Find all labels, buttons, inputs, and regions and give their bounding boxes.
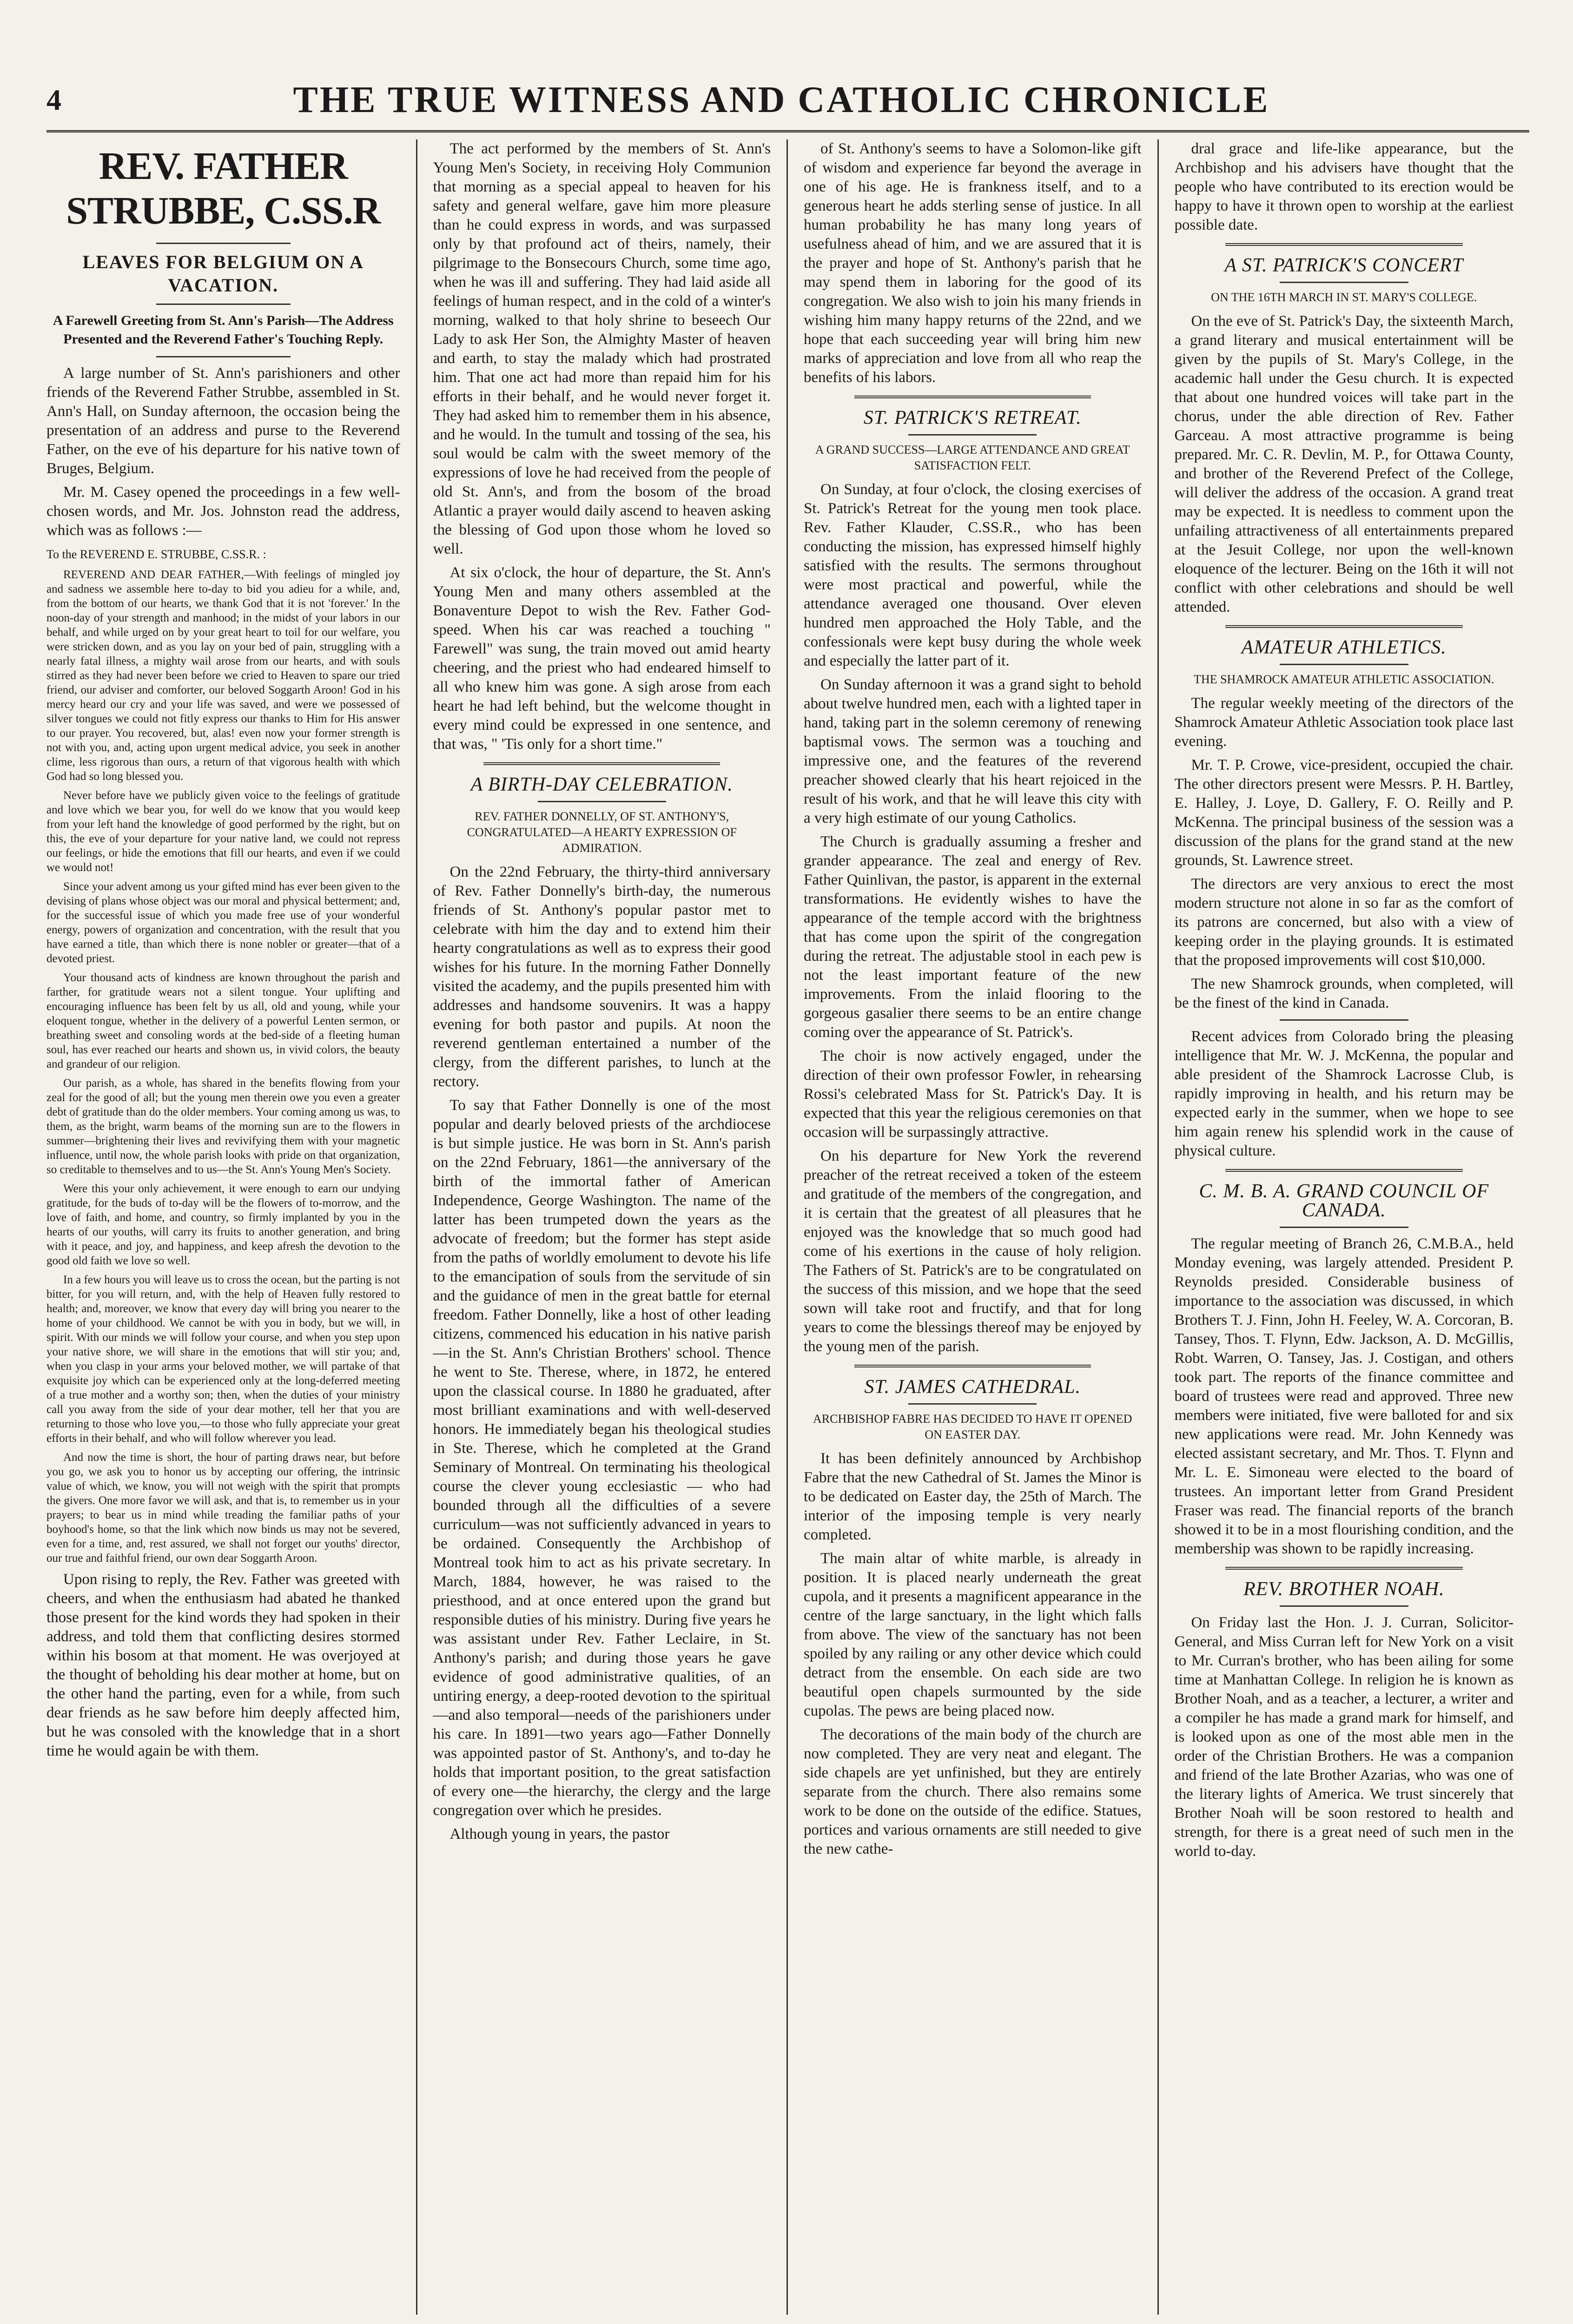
- article-paragraph: Although young in years, the pastor: [449, 1826, 670, 1842]
- section-heading-noah: REV. BROTHER NOAH.: [1243, 1578, 1445, 1600]
- article-paragraph: The main altar of white marble, is already in position. It is placed nearly underneath the great cupola, and it presents a magnificent appearance in the centre of the large sanctuary, in the light which falls from above. The view of the sanctuary has not been spoiled by any railing or any other device which could detract from the ensemble. On each side are two beautiful open chapels surmounted by the side cupolas. The pews are being placed now.: [804, 1550, 1142, 1719]
- headline-strubbe: REV. FATHER STRUBBE, C.SS.R: [66, 145, 381, 232]
- article-paragraph: It has been definitely announced by Archbishop Fabre that the new Cathedral of St. James the Minor is to be dedicated on Easter day, the 25th of March. The interior of the imposing temple is very nearly completed.: [804, 1450, 1142, 1543]
- section-heading-retreat: ST. PATRICK'S RETREAT.: [863, 407, 1082, 429]
- newspaper-title: THE TRUE WITNESS AND CATHOLIC CHRONICLE: [293, 79, 1270, 120]
- column-1: [46, 139, 417, 2315]
- address-paragraph: And now the time is short, the hour of parting draws near, but before you go, we ask you to honor us by accepting our offering, the intrinsic value of which, we know, you will not weigh with the spirit that prompts the givers. One more favor we will ask, and that is, to remember us in your prayers; to bear us in mind while treading the familiar paths of your boyhood's home, so that the link which now binds us may not be severed, even for a time, and, rest assured, we shall not forget our youths' director, our true and faithful friend, our own dear Soggarth Aroon.: [46, 1451, 400, 1565]
- section-heading-concert: A ST. PATRICK'S CONCERT: [1224, 255, 1464, 276]
- column-4: [1159, 139, 1530, 2315]
- section-heading-birthday: A BIRTH-DAY CELEBRATION.: [470, 774, 733, 795]
- section-heading-cathedral: ST. JAMES CATHEDRAL.: [864, 1376, 1081, 1398]
- column-3: [788, 139, 1159, 2315]
- column-2: [417, 139, 788, 2315]
- address-paragraph: Never before have we publicly given voice to the feelings of gratitude and love which we bear you, for well do we know that you would keep from your left hand the knowledge of good performed by the right, but on this, the eve of your departure for your native land, we could not repress our feelings, or hide the emotions that fill our hearts, and even if we could we would not!: [46, 789, 400, 874]
- article-paragraph: A large number of St. Ann's parishioners and other friends of the Reverend Father Strubbe, assembled in St. Ann's Hall, on Sunday afternoon, the occasion being the presentation of an address and purse to the Reverend Father, on the eve of his departure for his native town of Bruges, Belgium.: [46, 365, 400, 477]
- article-paragraph: The act performed by the members of St. Ann's Young Men's Society, in receiving Holy Communion that morning as a special appeal to heaven for his safety and general welfare, gave him more pleasure than he could express in words, and was surpassed only by that profound act of theirs, namely, their pilgrimage to the Bonsecours Church, some time ago, when he was ill and suffering. They had laid aside all feelings of human respect, and in the cold of a winter's morning, walked to that holy shrine to beseech Our Lady to ask Her Son, the Almighty Master of heaven and earth, to stay the malady which had prostrated him. That one act had more than repaid him for his efforts in their behalf, and he would never forget it. They had asked him to remember them in his absence, and he would. In the tumult and tossing of the sea, his soul would be calm with the sweet memory of the expressions of love he had received from the people of old St. Ann's, and from the bosom of the broad Atlantic a prayer would daily ascend to heaven asking the blessing of God upon those whom he loved so well.: [433, 140, 771, 557]
- article-paragraph: Mr. T. P. Crowe, vice-president, occupied the chair. The other directors present were Messrs. P. H. Bartley, E. Halley, J. Loye, D. Gallery, F. O. Reilly and P. McKenna. The principal business of the session was a discussion of the plans for the grand stand at the new grounds, St. Lawrence street.: [1174, 757, 1514, 869]
- subheading-donnelly: REV. FATHER DONNELLY, OF ST. ANTHONY'S, CONGRATULATED—A HEARTY EXPRESSION OF ADMIRATION.: [467, 810, 737, 855]
- article-paragraph: The choir is now actively engaged, under the direction of their own professor Fowler, in rehearsing Rossi's celebrated Mass for St. Patrick's Day. It is expected that this year the religious ceremonies on that occasion will be surpassingly attractive.: [804, 1048, 1142, 1141]
- article-paragraph: of St. Anthony's seems to have a Solomon-like gift of wisdom and experience far beyond the average in one of his age. He is frankness itself, and to a generous heart he adds sterling sense of justice. In all human probability he has many long years of usefulness ahead of him, and we are assured that it is the prayer and hope of St. Anthony's parish that he may spend them in laboring for the good of its congregation. We also wish to join his many friends in wishing him many happy returns of the 22nd, and we hope that each succeeding year will bring him new marks of appreciation and love from all who reap the benefits of his labors.: [804, 140, 1142, 386]
- article-paragraph: The directors are very anxious to erect the most modern structure not alone in so far as the comfort of its patrons are concerned, but also with a view of keeping order in the playing grounds. It is estimated that the proposed improvements will cost $10,000.: [1174, 876, 1514, 969]
- article-paragraph: On the 22nd February, the thirty-third anniversary of Rev. Father Donnelly's birth-day, the numerous friends of St. Anthony's popular pastor met to celebrate with him the day and to extend him their hearty congratulations as well as to express their good wishes for his future. In the morning Father Donnelly visited the academy, and the pupils presented him with addresses and handsome souvenirs. It was a happy evening for both pastor and pupils. At noon the reverend gentleman entertained a number of the clergy, from the different parishes, to lunch at the rectory.: [433, 864, 771, 1090]
- article-paragraph: dral grace and life-like appearance, but the Archbishop and his advisers have thought that the people who have contributed to its erection would be happy to have it thrown open to worship at the earliest possible date.: [1174, 140, 1514, 233]
- article-paragraph: On Sunday afternoon it was a grand sight to behold about twelve hundred men, each with a lighted taper in hand, taking part in the solemn ceremony of renewing baptismal vows. The sermon was a touching and impressive one, and the features of the reverend preacher showed clearly that his heart rejoiced in the result of his work, and that he will leave this city with a very high estimate of our young Catholics.: [804, 676, 1142, 826]
- address-paragraph: In a few hours you will leave us to cross the ocean, but the parting is not bitter, for you will return, and, with the help of Heaven fully restored to health; and, moreover, we know that every day will bring you nearer to the home of your childhood. We cannot be with you in body, but we will, in spirit. With our minds we will follow your course, and when you step upon your native shore, we will share in the emotions that will stir you; and, when you clasp in your arms your beloved mother, we will partake of that exquisite joy which can be experienced only at the long-deferred meeting of a true mother and a worthy son; then, when the duties of your ministry call you away from the side of your dear mother, tell her that you are returning to those who love you,—to those who fully appreciate your great efforts in their behalf, and who will follow wherever you lead.: [46, 1274, 400, 1445]
- newspaper-columns: [46, 139, 1529, 2315]
- article-paragraph: To say that Father Donnelly is one of the most popular and dearly beloved priests of the archdiocese is but simple justice. He was born in St. Ann's parish on the 22nd February, 1861—the anniversary of the birth of the immortal father of American Independence, George Washington. The name of the latter has been trumpeted down the years as the advocate of freedom; but the former has stept aside from the paths of worldly emolument to devote his life to the emancipation of souls from the servitude of sin and the guidance of men in the great battle for eternal freedom. Father Donnelly, like a host of other leading citizens, commenced his education in his native parish—in the St. Ann's Christian Brothers' school. Thence he went to Ste. Therese, where, in 1872, he entered upon the classical course. In 1880 he graduated, after most brilliant examinations and with well-deserved honors. He immediately began his theological studies in Ste. Therese, which he completed at the Grand Seminary of Montreal. On terminating his theological course the clever young ecclesiastic — who had bounded through all the difficulties of a severe curriculum—was not sufficiently advanced in years to be ordained. Consequently the Archbishop of Montreal took him to act as his private secretary. In March, 1884, however, he was raised to the priesthood, and at once entered upon the grand but responsible duties of his ministry. During five years he was assistant under Rev. Father Leclaire, in St. Anthony's parish; and during those years he gave evidence of good administrative qualities, of an untiring energy, a deep-rooted devotion to the spiritual—and also temporal—needs of the parishioners under his care. In 1891—two years ago—Father Donnelly was appointed pastor of St. Anthony's, and to-day he holds that important position, to the great satisfaction of every one—the hierarchy, the clergy and the large congregation over which he presides.: [433, 1097, 771, 1819]
- subheading-retreat: A GRAND SUCCESS—LARGE ATTENDANCE AND GREAT SATISFACTION FELT.: [815, 443, 1130, 472]
- article-paragraph: Recent advices from Colorado bring the pleasing intelligence that Mr. W. J. McKenna, the popular and able president of the Shamrock Lacrosse Club, is rapidly improving in health, and his return may be expected early in the summer, when we hope to see him again renew his splendid work in the cause of physical culture.: [1174, 1028, 1514, 1159]
- article-paragraph: Upon rising to reply, the Rev. Father was greeted with cheers, and when the enthusiasm had abated he thanked those present for the kind words they had spoken in their address, and told them that conflicting desires stormed within his bosom at that moment. He was overjoyed at the thought of beholding his dear mother at home, but on the other hand the parting, even for a while, from such dear friends as he saw before him deeply affected him, but he was consoled with the knowledge that in a short time he would again be with them.: [46, 1571, 400, 1759]
- subheading-cathedral: ARCHBISHOP FABRE HAS DECIDED TO HAVE IT OPENED ON EASTER DAY.: [813, 1412, 1132, 1441]
- masthead: [46, 70, 1529, 132]
- address-paragraph: Our parish, as a whole, has shared in the benefits flowing from your zeal for the good of all; but the young men therein owe you even a greater debt of gratitude than do the older members. Your coming among us was, to them, as the bright, warm beams of the morning sun are to the flowers in summer—brightening their lives and revivifying them with your magnetic influence, until now, the whole parish looks with pride on that organization, so creditable to themselves and to us—the St. Ann's Young Men's Society.: [46, 1077, 400, 1176]
- article-paragraph: On Friday last the Hon. J. J. Curran, Solicitor-General, and Miss Curran left for New York on a visit to Mr. Curran's brother, who has been ailing for some time at Manhattan College. In religion he is known as Brother Noah, and as a teacher, a lecturer, a writer and a compiler he has made a grand mark for himself, and is looked upon as one of the most able men in the order of the Christian Brothers. He was a companion and friend of the late Brother Azarias, who was one of the literary lights of America. We trust sincerely that Brother Noah will be soon restored to health and strength, for there is a great need of such men in the world to-day.: [1174, 1614, 1514, 1860]
- article-paragraph: The decorations of the main body of the church are now completed. They are very neat and elegant. The side chapels are yet unfinished, but they are entirely separate from the church. There also remains some work to be done on the outside of the edifice. Statues, portices and various ornaments are still needed to give the new cathe-: [804, 1726, 1142, 1857]
- address-paragraph: Since your advent among us your gifted mind has ever been given to the devising of plans whose object was our moral and physical betterment; and, for the successful issue of which you made free use of your wonderful energy, powers of organization and concentration, with the result that you have earned a title, than which there is none nobler or greater—that of a devoted priest.: [46, 880, 400, 965]
- subdeck-farewell: A Farewell Greeting from St. Ann's Parish—The Address Presented and the Reverend Father's Touching Reply.: [53, 313, 394, 347]
- article-paragraph: Mr. M. Casey opened the proceedings in a few well-chosen words, and Mr. Jos. Johnston read the address, which was as follows :—: [46, 484, 400, 539]
- article-paragraph: On Sunday, at four o'clock, the closing exercises of St. Patrick's Retreat for the young men took place. Rev. Father Klauder, C.SS.R., who has been conducting the mission, has expressed himself highly satisfied with the results. The sermons throughout were most practical and powerful, while the attendance averaged one thousand. Over eleven hundred men approached the Holy Table, and the confessionals were kept busy during the whole week and especially the latter part of it.: [804, 481, 1142, 669]
- article-paragraph: The Church is gradually assuming a fresher and grander appearance. The zeal and energy of Rev. Father Quinlivan, the pastor, is apparent in the external transformations. He evidently wishes to have the appearance of the temple accord with the brightness that has come upon the spirit of the congregation during the retreat. The adjustable stool in each pew is not the least important feature of the new improvements. From the inlaid flooring to the gorgeous gasalier there seems to be an entire change coming over the appearance of St. Patrick's.: [804, 833, 1142, 1041]
- section-heading-cmba: C. M. B. A. GRAND COUNCIL OF CANADA.: [1199, 1181, 1489, 1221]
- subheading-athletics: THE SHAMROCK AMATEUR ATHLETIC ASSOCIATION.: [1194, 673, 1494, 686]
- address-salutation: To the REVEREND E. STRUBBE, C.SS.R. :: [46, 548, 266, 561]
- article-paragraph: On his departure for New York the reverend preacher of the retreat received a token of the esteem and gratitude of the members of the congregation, and it is certain that the greatest of all pleasures that he enjoyed was the knowledge that so much good had come of his exertions in the cause of holy religion. The Fathers of St. Patrick's are to be congratulated on the success of this mission, and we hope that the seed sown will take root and fructify, and that for long years to come the blessings thereof may be enjoyed by the young men of the parish.: [804, 1148, 1142, 1355]
- article-paragraph: At six o'clock, the hour of departure, the St. Ann's Young Men and many others assembled at the Bonaventure Depot to wish the Rev. Father God-speed. When his car was reached a touching " Farewell" was sung, the train moved out amid hearty cheering, and the priest who had endeared himself to all who knew him was gone. A sigh arose from each heart he had left behind, but the welcome thought in every mind could be expressed in one sentence, and that was, " 'Tis only for a short time.": [433, 564, 771, 753]
- article-paragraph: The regular meeting of Branch 26, C.M.B.A., held Monday evening, was largely attended. President P. Reynolds presided. Considerable business of importance to the association was discussed, in which Brothers T. J. Finn, John H. Feeley, W. A. Corcoran, B. Tansey, Thos. T. Flynn, Edw. Jackson, A. D. McGillis, Robt. Warren, O. Tansey, Jas. J. Costigan, and others took part. The reports of the finance committee and board of trustees were read and approved. Three new members were initiated, five were balloted for and six new applications were read. Mr. John Kennedy was elected assistant secretary, and Mr. Thos. T. Flynn and Mr. L. E. Simoneau were elected to the board of trustees. An important letter from Grand President Fraser was read. The financial reports of the branch showed it to be in a most flourishing condition, and the membership was shown to be rapidly increasing.: [1174, 1235, 1514, 1557]
- article-paragraph: On the eve of St. Patrick's Day, the sixteenth March, a grand literary and musical entertainment will be given by the pupils of St. Mary's College, in the academic hall under the Gesu church. It is expected that about one hundred voices will take part in the chorus, under the able direction of Rev. Father Garceau. A most attractive programme is being prepared. Mr. C. R. Devlin, M. P., for Ottawa County, and brother of the Reverend Prefect of the College, will deliver the address of the occasion. A grand treat may be expected. It is needless to comment upon the unfailing attractiveness of all entertainments prepared at the Jesuit College, nor upon the well-known eloquence of the lecturer. Being on the 16th it will not conflict with other celebrations and should be well attended.: [1174, 313, 1514, 615]
- address-paragraph: Your thousand acts of kindness are known throughout the parish and farther, for gratitude wears not a silent tongue. Your uplifting and encouraging influence has been felt by us all, old and young, while your eloquent tongue, whether in the delivery of a powerful Lenten sermon, or breathing sweet and consoling words at the bed-side of a fleeting human soul, has ever reached our hearts and shown us, in vivid colors, the beauty and grandeur of our religion.: [46, 971, 400, 1070]
- article-paragraph: The regular weekly meeting of the directors of the Shamrock Amateur Athletic Association took place last evening.: [1174, 695, 1514, 750]
- address-paragraph: Were this your only achievement, it were enough to earn our undying gratitude, for the buds of to-day will be the flowers of to-morrow, and the love of faith, and home, and country, so firmly implanted by you in the hearts of our youths, will carry its fruits to another generation, and bring with it peace, and joy, and happiness, and keep afresh the devotion to the good old faith we love so well.: [46, 1182, 400, 1267]
- address-paragraph: REVEREND AND DEAR FATHER,—With feelings of mingled joy and sadness we assemble here to-day to bid you adieu for a while, and, from the bottom of our hearts, we thank God that it is not 'forever.' In the noon-day of your strength and manhood; in the midst of your labors in our behalf, and while urged on by your great heart to toil for our welfare, you were stricken down, and as you lay on your bed of pain, struggling with a nearly fatal illness, a mighty wail arose from our hearts, and with souls stirred as they had never been before we cried to Heaven to spare our tried friend, our adviser and comforter, our beloved Soggarth Aroon! God in his mercy heard our cry and your life was saved, and were we possessed of silver tongues we could not fitly express our thanks to Him for His answer to our prayer. You recovered, but, alas! even now your former strength is not with you, and, acting upon urgent medical advice, you seek in another clime, less rigorous than ours, a return of that vigorous health with which God had so long blessed you.: [46, 568, 400, 783]
- page-number: 4: [46, 83, 61, 116]
- article-paragraph: The new Shamrock grounds, when completed, will be the finest of the kind in Canada.: [1174, 976, 1514, 1011]
- subheading-concert: ON THE 16TH MARCH IN ST. MARY'S COLLEGE.: [1211, 290, 1477, 304]
- section-heading-athletics: AMATEUR ATHLETICS.: [1241, 637, 1447, 658]
- deck-vacation: LEAVES FOR BELGIUM ON A VACATION.: [82, 251, 364, 296]
